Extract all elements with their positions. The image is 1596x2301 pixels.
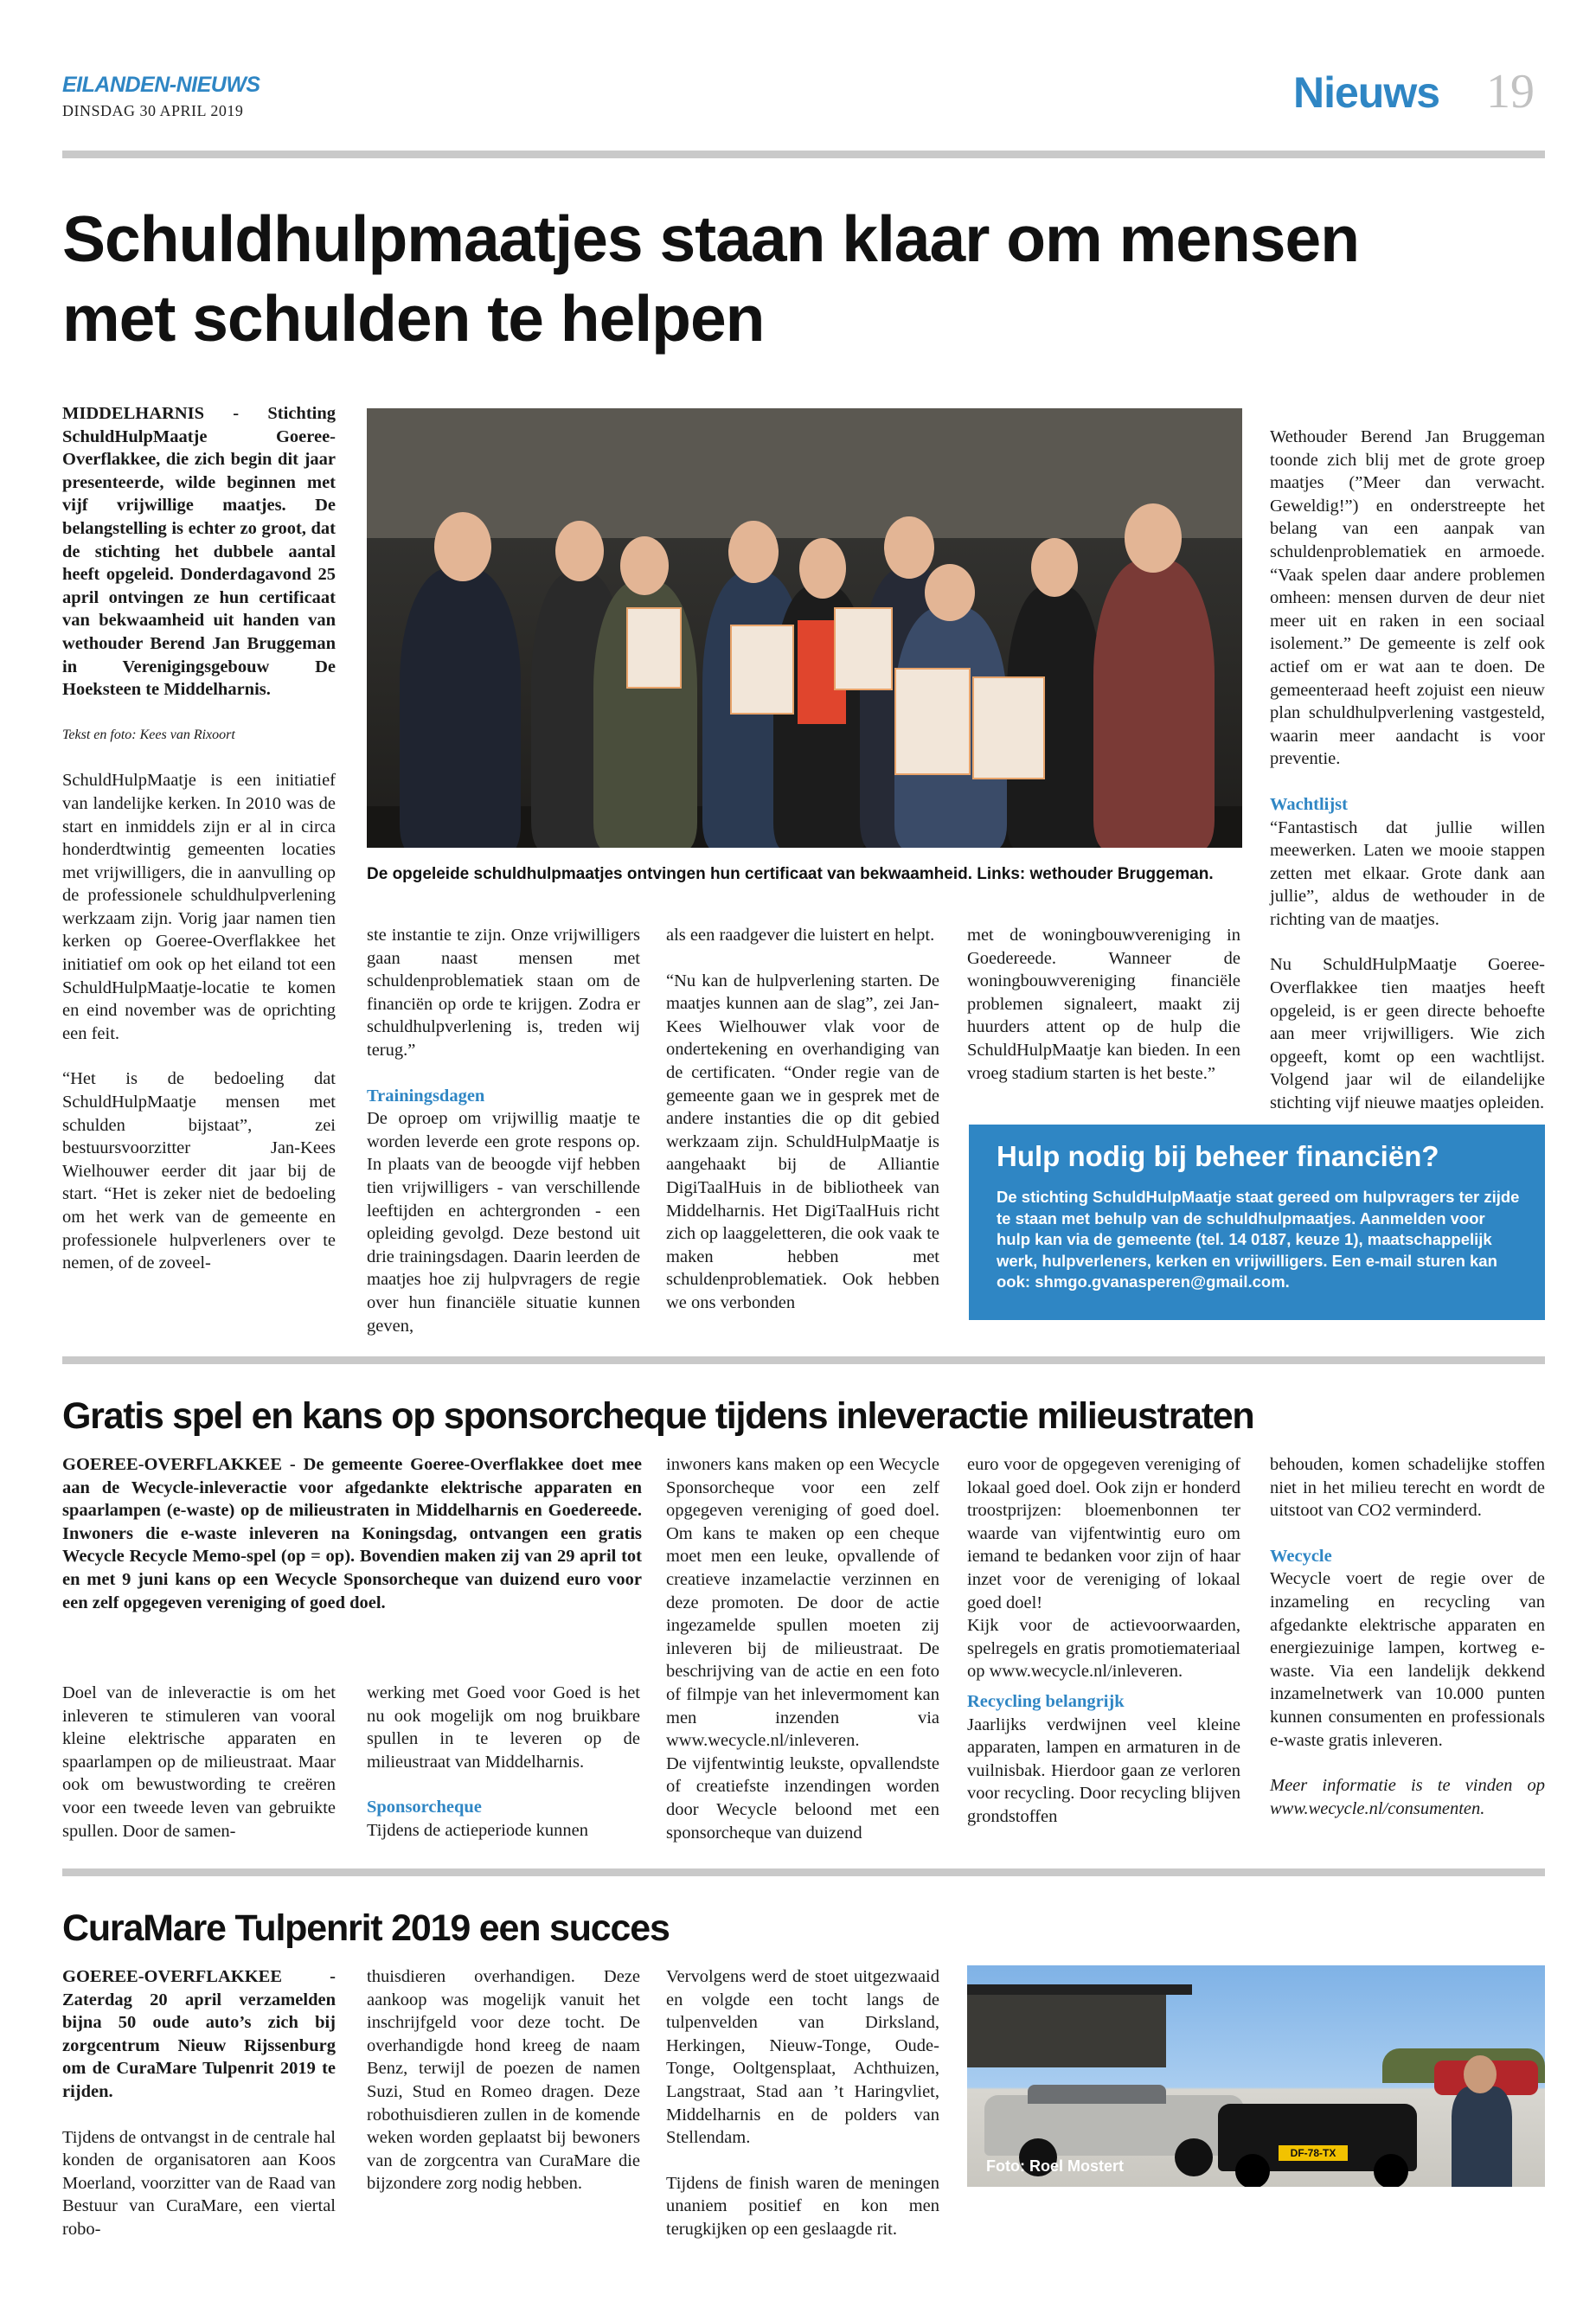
article1-column-3	[666, 924, 939, 1315]
article1-col3-p1: als een raadgever die luistert en helpt.	[666, 926, 935, 945]
article2-column-1	[62, 1682, 336, 1843]
certificate	[834, 607, 893, 690]
article3-lead: GOEREE-OVERFLAKKEE - Zaterdag 20 april verzamelden bijna 50 oude auto’s zich bij zorgcentrum Nieuw Rijssenburg om de CuraMare Tulpenrit 2019 te rijden.	[62, 1967, 336, 2101]
certificate	[626, 607, 682, 689]
article2-column-3	[666, 1453, 939, 1844]
article2-col2-p1: werking met Goed voor Goed is het nu ook mogelijk om nog bruikbare spullen in te leveren op de milieustraat van Middelharnis.	[367, 1683, 640, 1772]
article1-column-1	[62, 402, 336, 1275]
car-wheel	[1175, 2138, 1213, 2176]
person-head	[1125, 503, 1182, 573]
article1-col3-p2: “Nu kan de hulpverlening starten. De maatjes kunnen aan de slag”, zei Jan-Kees Wielhouwer vlak voor de ondertekening en overhandiging van de certificaten. “Onder regie van de gemeente gaan we in gesprek met de andere instanties die op dit gebied werkzaam zijn. SchuldHulpMaatje is aangehaakt bij de Alliantie DigiTaalHuis in de bibliotheek van Middelharnis. Het DigiTaalHuis richt zich op laaggeletteren, die ook vaak te maken hebben met schuldenproblematiek. Ook hebben we ons verbonden	[666, 971, 939, 1312]
article1-col5-p1: Wethouder Berend Jan Bruggeman toonde zich blij met de grote groep maatjes (”Meer dan verwacht. Geweldig!”) en onderstreepte het belang van een aanpak van schuldenproblematiek en armoede. “Vaak spelen daar andere problemen omheen: mensen durven de deur niet meer uit en raken in een sociaal isolement.” De gemeente is zelf ook actief om er wat aan te doen. De gemeenteraad heeft zojuist een nieuw plan schuldhulpverlening vastgesteld, waarin meer aandacht is voor preventie.	[1270, 427, 1545, 769]
group-photo	[367, 408, 1242, 848]
person-standing-head	[1464, 2055, 1497, 2093]
article1-subhead-wachtlijst: Wachtlijst	[1270, 794, 1348, 814]
article1-col2-p1: ste instantie te zijn. Onze vrijwilligers gaan naast mensen met schuldenproblematiek staan om de financiën op orde te krijgen. Zodra er schuldhulpverlening is, treden wij terug.”	[367, 926, 640, 1060]
help-box-title: Hulp nodig bij beheer financiën?	[997, 1140, 1439, 1172]
rule-article3	[62, 1868, 1545, 1876]
person-standing	[1452, 2086, 1512, 2187]
article2-lead-block	[62, 1453, 642, 1614]
article3-column-1	[62, 1965, 336, 2241]
license-plate: DF-78-TX	[1279, 2145, 1348, 2161]
car-wheel	[1374, 2154, 1408, 2187]
person-head	[925, 564, 975, 621]
masthead-date: DINSDAG 30 APRIL 2019	[62, 102, 244, 119]
article3-col2-p1: thuisdieren overhandigen. Deze aankoop was mogelijk vanuit het inschrijfgeld voor deze tocht. De overhandigde hond kreeg de naam Benz, terwijl de poezen de namen Suzi, Stud en Romeo dragen. Deze robothuisdieren zullen in de komende weken worden geplaatst bij bewoners van de zorgcentra van CuraMare die bijzondere zorg nodig hebben.	[367, 1967, 640, 2194]
person-9	[1093, 560, 1215, 848]
article3-col3-p1: Vervolgens werd de stoet uitgezwaaid en volgde een tocht langs de tulpenvelden van Dirksland, Herkingen, Nieuw-Tonge, Oude-Tonge, Ooltgensplaat, Achthuizen, Langstraat, Stad aan ’t Haringvliet, Middelharnis en de polders van Stellendam.	[666, 1967, 939, 2148]
person-head	[799, 538, 846, 599]
article1-col5-p3: Nu SchuldHulpMaatje Goeree-Overflakkee tien maatjes heeft opgeleid, is er geen directe behoefte aan meer vrijwilligers. Wie zich opgeeft, komt op een wachtlijst. Volgend jaar wil de eilandelijke stichting vijf nieuwe maatjes opleiden.	[1270, 955, 1545, 1113]
article2-lead: GOEREE-OVERFLAKKEE - De gemeente Goeree-Overflakkee doet mee aan de Wecycle-inleveractie voor afgedankte elektrische apparaten en spaarlampen (e-waste) op de milieustraten in Middelharnis en Goedereede. Inwoners die e-waste inleveren na Koningsdag, ontvangen een gratis Wecycle Recycle Memo-spel (op = op). Bovendien maken zij van 29 april tot en met 9 juni kans op een Wecycle Sponsorcheque van duizend euro voor een zelf opgegeven vereniging of goed doel.	[62, 1455, 642, 1612]
classic-cars-photo	[967, 1965, 1545, 2187]
article1-col1-p2: “Het is de bedoeling dat SchuldHulpMaatje mensen met schulden bijstaat”, zei bestuursvoorzitter Jan-Kees Wielhouwer eerder dit jaar bij de start. “Het is zeker niet de bedoeling om het werk van de gemeente en professionele hulpverleners over te nemen, of de zoveel-	[62, 1069, 336, 1273]
article2-column-2	[367, 1682, 640, 1843]
certificate	[894, 668, 971, 775]
person-head	[728, 521, 779, 583]
person-alderman	[400, 568, 521, 848]
person-head	[884, 516, 934, 579]
certificate	[730, 625, 794, 715]
photo-wall	[367, 408, 1242, 538]
article2-subhead-wecycle: Wecycle	[1270, 1546, 1332, 1566]
article3-col1-p1: Tijdens de ontvangst in de centrale hal konden de organisatoren aan Koos Moerland, voorzitter van de Raad van Bestuur van CuraMare, een viertal robo-	[62, 2127, 336, 2239]
certificate	[972, 676, 1045, 779]
article1-col2-p2: De oproep om vrijwillig maatje te worden leverde een grote respons op. In plaats van de beoogde vijf hebben tien vrijwilligers - van verschillende leeftijden en achtergronden - een opleiding gevolgd. Deze bestond uit drie trainingsdagen. Daarin leerden de maatjes hoe zij hulpvragers de regie over hun financiële situatie kunnen geven,	[367, 1109, 640, 1336]
person-head	[555, 521, 604, 581]
person-head	[1031, 538, 1078, 597]
help-info-box	[969, 1125, 1545, 1320]
car-wheel	[1235, 2154, 1270, 2187]
article1-col5-p2: “Fantastisch dat jullie willen meewerken. Laten we mooie stappen zetten met elkaar. Grote dank aan jullie”, aldus de wethouder in de richting van de maatjes.	[1270, 817, 1545, 929]
page-number: 19	[1486, 65, 1535, 119]
article2-column-4	[967, 1453, 1240, 1829]
article1-headline	[62, 199, 1550, 358]
article1-column-5	[1270, 426, 1545, 1115]
article3-headline: CuraMare Tulpenrit 2019 een succes	[62, 1907, 670, 1949]
article2-col4-p2: Kijk voor de actievoorwaarden, spelregels en gratis promotiemateriaal op www.wecycle.nl/inleveren.	[967, 1616, 1240, 1682]
article2-col5-p2: Wecycle voert de regie over de inzameling en recycling van afgedankte elektrische apparaten en energiezuinige lampen, kortweg e-waste. Via een landelijk dekkend inzamelnetwerk van 10.000 punten kunnen consumenten en professionals e-waste gratis inleveren.	[1270, 1569, 1545, 1750]
article2-col3-p2: De vijfentwintig leukste, opvallendste of creatiefste inzendingen worden door Wecycle beloond met een sponsorcheque van duizend	[666, 1753, 939, 1843]
article3-col3-p2: Tijdens de finish waren de meningen unaniem positief en kon men terugkijken op een geslaagde rit.	[666, 2173, 939, 2239]
article2-more-info: Meer informatie is te vinden op www.wecycle.nl/consumenten.	[1270, 1776, 1545, 1818]
article1-lead: MIDDELHARNIS - Stichting SchuldHulpMaatje Goeree-Overflakkee, die zich begin dit jaar presenteerde, wilde beginnen met vijf vrijwillige maatjes. De belangstelling is echter zo groot, dat de stichting het dubbele aantal heeft opgeleid. Donderdagavond 25 april ontvingen ze hun certificaat van bekwaamheid uit handen van wethouder Berend Jan Bruggeman in Verenigingsgebouw De Hoeksteen te Middelharnis.	[62, 404, 336, 700]
article1-subhead-trainingsdagen: Trainingsdagen	[367, 1086, 485, 1106]
article2-col3-p1: inwoners kans maken op een Wecycle Sponsorcheque voor een zelf opgegeven vereniging of goed doel. Om kans te maken op een cheque moet men een leuke, opvallende of creatieve inzamelactie verzinnen en deze promoten. De door de actie ingezamelde spullen moeten zij inleveren bij de milieustraat. De beschrijving van de actie en een foto of filmpje van het inlevermoment kan men inzenden via www.wecycle.nl/inleveren.	[666, 1455, 939, 1751]
article1-column-2	[367, 924, 640, 1337]
person-head	[434, 512, 491, 581]
article2-col5-p1: behouden, komen schadelijke stoffen niet in het milieu terecht en wordt de uitstoot van CO2 verminderd.	[1270, 1455, 1545, 1521]
classic-cars-photo-caption: Foto: Roel Mostert	[986, 2157, 1124, 2175]
article2-headline: Gratis spel en kans op sponsorcheque tijdens inleveractie milieustraten	[62, 1395, 1254, 1437]
group-photo-caption: De opgeleide schuldhulpmaatjes ontvingen hun certificaat van bekwaamheid. Links: wethouder Bruggeman.	[367, 865, 1214, 883]
help-box-text: De stichting SchuldHulpMaatje staat gereed om hulpvragers ter zijde te staan met behulp van de schuldhulpmaatjes. Aanmelden voor hulp kan via de gemeente (tel. 14 0187, keuze 1), maatschappelijk werk, hulpverleners, kerken en vrijwilligers. Een e-mail sturen kan ook: shmgo.gvanasperen@gmail.com.	[997, 1188, 1520, 1292]
article3-column-3	[666, 1965, 939, 2241]
photo-building-roof	[967, 1984, 1192, 1995]
masthead-brand: EILANDEN-NIEUWS	[62, 73, 260, 97]
article2-column-5	[1270, 1453, 1545, 1820]
article1-col4-p1: met de woningbouwvereniging in Goedereede. Wanneer de woningbouwvereniging financiële problemen signaleert, maakt zij huurders attent op de hulp die SchuldHulpMaatje kan bieden. In een vroeg stadium starten is het beste.”	[967, 926, 1240, 1083]
section-label: Nieuws	[1293, 68, 1440, 117]
article1-credit: Tekst en foto: Kees van Rixoort	[62, 727, 235, 742]
article1-headline-line2: met schulden te helpen	[62, 282, 765, 355]
article3-column-2	[367, 1965, 640, 2195]
article2-col1-p1: Doel van de inleveractie is om het inleveren te stimuleren van vooral kleine elektrische apparaten en spaarlampen op de milieustraat. Maar ook om bewustwording te creëren voor een tweede leven van gebruikte spullen. Door de samen-	[62, 1683, 336, 1841]
top-rule	[62, 151, 1545, 158]
article2-subhead-sponsorcheque: Sponsorcheque	[367, 1798, 482, 1817]
photo-building	[967, 1990, 1166, 2067]
article2-col2-p2: Tijdens de actieperiode kunnen	[367, 1820, 588, 1840]
person-head	[620, 536, 669, 595]
rule-article2	[62, 1356, 1545, 1364]
article2-col4-p1: euro voor de opgegeven vereniging of lokaal goed doel. Ook zijn er honderd troostprijzen: bloemenbonnen ter waarde van vijfentwintig euro om iemand te bedanken voor zijn of haar inzet voor de vereniging of lokaal goed doel!	[967, 1455, 1240, 1612]
article2-col4-p3: Jaarlijks verdwijnen veel kleine apparaten, lampen en armaturen in de vuilnisbak. Hierdoor gaan ze verloren voor recycling. Door recycling blijven grondstoffen	[967, 1715, 1240, 1826]
car-silver-window	[1028, 2085, 1166, 2104]
article1-headline-line1: Schuldhulpmaatjes staan klaar om mensen	[62, 202, 1360, 275]
article2-subhead-recycling: Recycling belangrijk	[967, 1691, 1125, 1711]
article1-col1-p1: SchuldHulpMaatje is een initiatief van landelijke kerken. In 2010 was de start en inmiddels zijn er al in circa honderdtwintig gemeenten locaties met vrijwilligers, die in aanvulling op de professionele schuldhulpverlening werkzaam zijn. Vorig jaar namen tien kerken op Goeree-Overflakkee het initiatief om ook op het eiland tot een SchuldHulpMaatje-locatie te komen en eind november was de oprichting een feit.	[62, 771, 336, 1043]
article1-column-4	[967, 924, 1240, 1085]
